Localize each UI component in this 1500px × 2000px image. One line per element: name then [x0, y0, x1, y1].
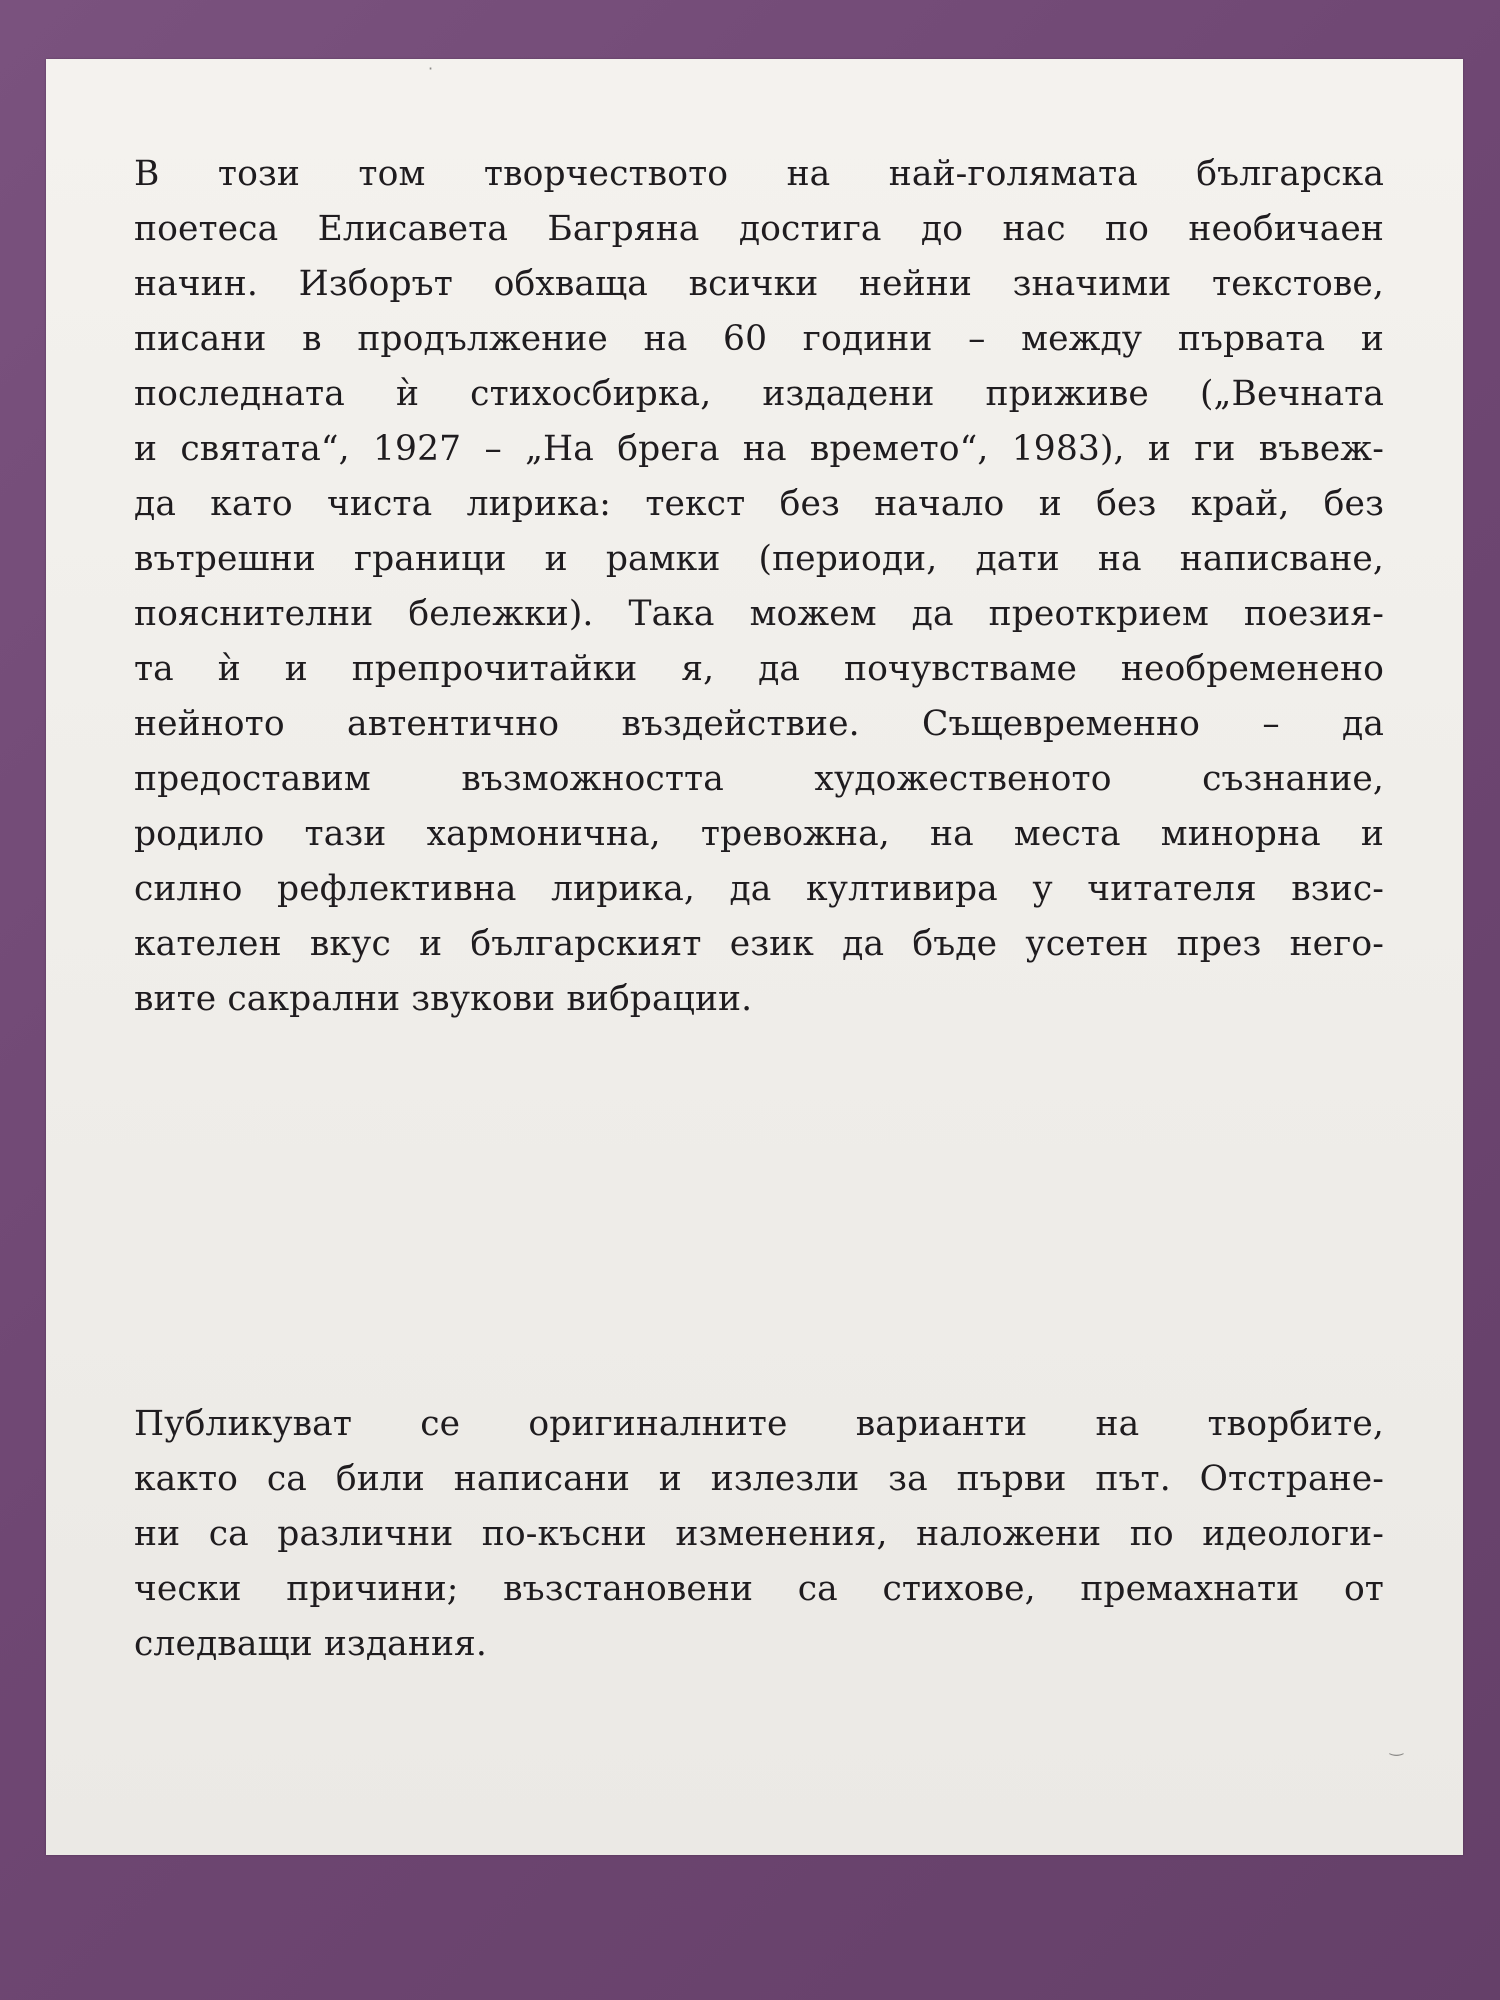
text-line: кателен вкус и българският език да бъде усетен през него-	[134, 924, 1384, 964]
text-line: предоставим възможността художественото съзнание,	[134, 759, 1384, 799]
text-line: та ѝ и препрочитайки я, да почувстваме необременено	[134, 649, 1384, 689]
text-line: вите сакрални звукови вибрации.	[134, 979, 753, 1019]
text-line: Публикуват се оригиналните варианти на творбите,	[134, 1404, 1384, 1444]
text-line: вътрешни граници и рамки (периоди, дати на написване,	[134, 539, 1384, 579]
text-line: В този том творчеството на най-голямата българска	[134, 154, 1384, 194]
text-line: да като чиста лирика: текст без начало и без край, без	[134, 484, 1384, 524]
text-line: начин. Изборът обхваща всички нейни значими текстове,	[134, 264, 1384, 304]
description-paragraph	[134, 147, 1384, 1027]
text-line: поетеса Елисавета Багряна достига до нас по необичаен	[134, 209, 1384, 249]
text-line: силно рефлективна лирика, да култивира у читателя взис-	[134, 869, 1384, 909]
paper-speck: ·	[428, 59, 434, 78]
text-line: пояснителни бележки). Така можем да преоткрием поезия-	[134, 594, 1384, 634]
text-line: следващи издания.	[134, 1624, 487, 1664]
text-line: последната ѝ стихосбирка, издадени приживе („Вечната	[134, 374, 1384, 414]
text-line: както са били написани и излезли за първи път. Отстране-	[134, 1459, 1384, 1499]
text-line: чески причини; възстановени са стихове, премахнати от	[134, 1569, 1384, 1609]
paper-speck: ‿	[1390, 1737, 1403, 1756]
publication-note-paragraph	[134, 1397, 1384, 1672]
text-line: писани в продължение на 60 години – между първата и	[134, 319, 1384, 359]
text-line: ни са различни по-късни изменения, наложени по идеологи-	[134, 1514, 1384, 1554]
text-line: нейното автентично въздействие. Същевременно – да	[134, 704, 1384, 744]
text-line: и святата“, 1927 – „На брега на времето“, 1983), и ги въвеж-	[134, 429, 1384, 469]
text-line: родило тази хармонична, тревожна, на места минорна и	[134, 814, 1384, 854]
